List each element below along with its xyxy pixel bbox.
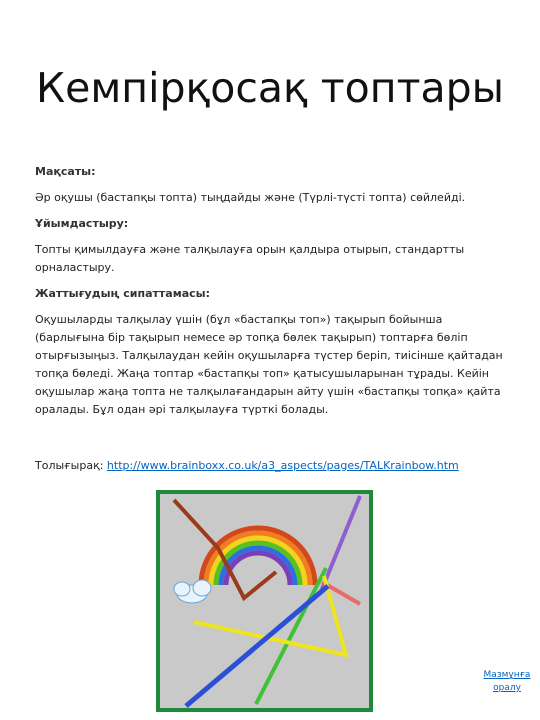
more-info-label: Толығырақ: xyxy=(35,459,107,472)
slide-title: Кемпірқосақ топтары xyxy=(36,64,504,112)
back-to-contents-link[interactable]: Мазмұнға оралу xyxy=(483,670,531,693)
section-text-goal: Әр оқушы (бастапқы топта) тыңдайды және (Түрлі-түсті топта) сөйлейді. xyxy=(35,191,466,204)
rainbow-groups-picture xyxy=(156,490,373,712)
section-heading-organization: Ұйымдастыру: xyxy=(35,217,129,230)
more-info-link[interactable]: http://www.brainboxx.co.uk/a3_aspects/pages/TALKrainbow.htm xyxy=(106,459,459,472)
section-heading-goal: Мақсаты: xyxy=(35,165,96,178)
section-text-organization: Топты қимылдауға және талқылауға орын қалдыра отырып, стандартты орналастыру. xyxy=(35,243,465,274)
more-info-line xyxy=(35,457,505,475)
section-text-description: Оқушыларды талқылау үшін (бұл «бастапқы топ») тақырып бойынша (барлығына бір тақырып немесе әр топқа бөлек тақырып) топтарға бөліп отырғызыңыз. Талқылаудан кейін оқушыларға түстер беріп, тиісінше қайтадан топқа бөледі. Жаңа топтар «бастапқы топ» қатысушыларынан тұрады. Кейін оқушылар жаңа топта не талқылағандарын айту үшін «бастапқы топқа» қайта оралады. Бұл одан әрі талқылауға түрткі болады. xyxy=(35,313,503,416)
slide-content xyxy=(35,163,505,475)
section-heading-description: Жаттығудың сипаттамасы: xyxy=(35,287,210,300)
